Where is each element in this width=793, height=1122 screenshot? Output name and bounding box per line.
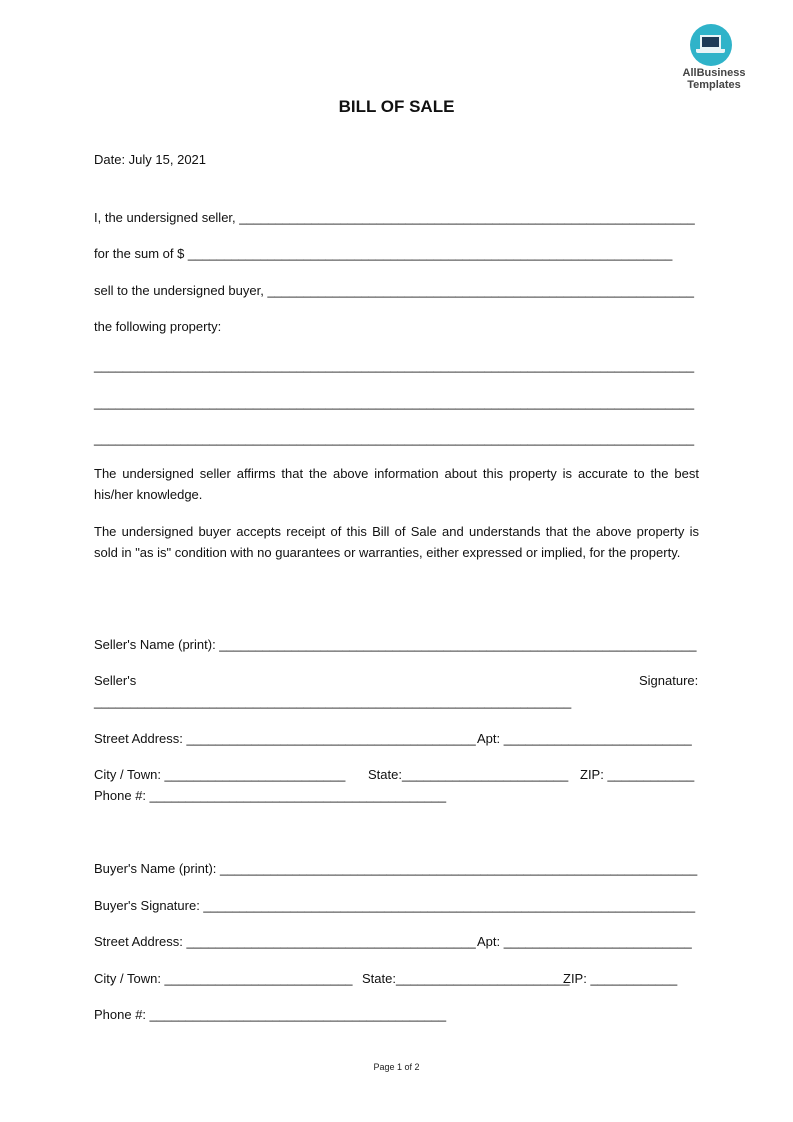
- seller-phone-line: Phone #: _________________________________________: [94, 788, 447, 803]
- seller-zip-line: ZIP: ____________: [580, 767, 695, 782]
- laptop-base-icon: [696, 49, 725, 53]
- seller-signature-underline: __________________________________________________________________: [94, 694, 572, 709]
- buyer-zip-line: ZIP: ____________: [563, 971, 678, 986]
- seller-signature-label-right: Signature:: [639, 673, 699, 688]
- property-line-2: ___________________________________________________________________________________: [94, 395, 695, 410]
- seller-signature-label: Seller's: [94, 673, 137, 688]
- buyer-phone-line: Phone #: _________________________________________: [94, 1007, 447, 1022]
- buyer-city-line: City / Town: __________________________: [94, 971, 353, 986]
- date-line: Date: July 15, 2021: [94, 152, 207, 167]
- seller-apt-line: Apt: __________________________: [477, 731, 692, 746]
- property-line-1: ___________________________________________________________________________________: [94, 358, 695, 373]
- seller-line: I, the undersigned seller, _______________________________________________________________: [94, 210, 695, 225]
- laptop-icon: [700, 35, 721, 49]
- buyer-name-line: Buyer's Name (print): __________________________________________________________________: [94, 861, 698, 876]
- page-number: Page 1 of 2: [373, 1062, 420, 1072]
- buyer-line: sell to the undersigned buyer, ___________________________________________________________: [94, 283, 695, 298]
- seller-street-line: Street Address: ________________________________________: [94, 731, 476, 746]
- logo-circle: [690, 24, 732, 66]
- affirm-paragraph: The undersigned seller affirms that the above information about this property is accurate to the best his/her knowledge.: [94, 466, 699, 502]
- sum-line: for the sum of $ ___________________________________________________________________: [94, 246, 673, 261]
- buyer-signature-line: Buyer's Signature: ____________________________________________________________________: [94, 898, 696, 913]
- seller-city-line: City / Town: _________________________: [94, 767, 346, 782]
- seller-state-line: State:_______________________: [368, 767, 569, 782]
- property-line-3: ___________________________________________________________________________________: [94, 431, 695, 446]
- allbusiness-templates-logo: [678, 22, 750, 94]
- buyer-street-line: Street Address: ________________________________________: [94, 934, 476, 949]
- seller-name-line: Seller's Name (print): __________________________________________________________________: [94, 637, 697, 652]
- buyer-apt-line: Apt: __________________________: [477, 934, 692, 949]
- logo-text: AllBusiness Templates: [682, 67, 746, 91]
- buyer-state-line: State:________________________: [362, 971, 570, 986]
- accept-paragraph: The undersigned buyer accepts receipt of this Bill of Sale and understands that the above property is sold in "as is" condition with no guarantees or warranties, either expressed or implied, for the property.: [94, 524, 699, 560]
- property-label: the following property:: [94, 319, 222, 334]
- document-title: BILL OF SALE: [338, 97, 455, 116]
